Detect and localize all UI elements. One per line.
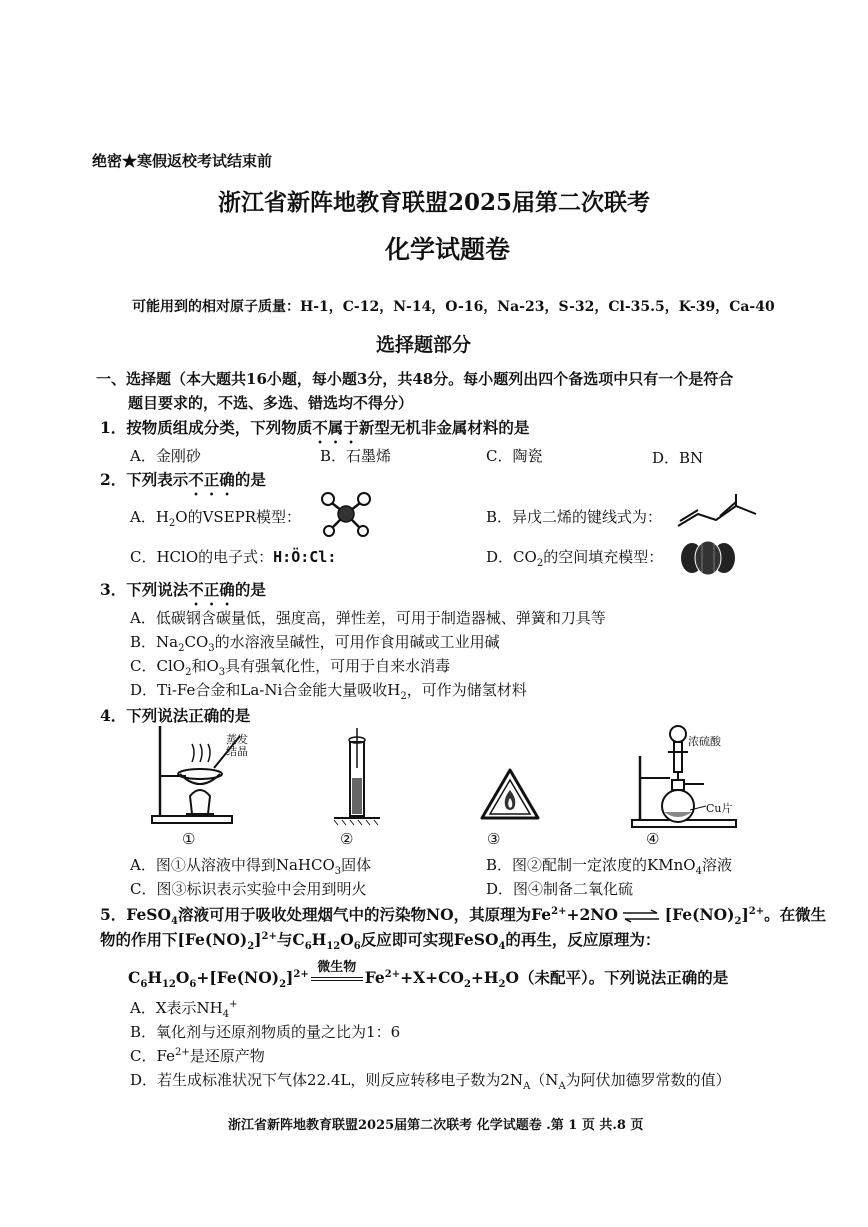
question-3-stem: 3．下列说法不正确的是	[100, 580, 266, 599]
confidential-note: 绝密★寒假返校考试结束前	[92, 152, 273, 170]
figure-4-acid-label: 浓硫酸	[688, 735, 721, 748]
q2-option-c[interactable]: C．HClO的电子式：H:Ö:Cl:	[130, 548, 337, 566]
q5-option-c[interactable]: C．$Fe^{2+}$是还原产物	[130, 1047, 265, 1065]
q2-option-a[interactable]: A．$H_2O$的VSEPR模型：	[130, 508, 302, 529]
q1-option-c[interactable]: C．陶瓷	[486, 447, 543, 465]
q2-option-d[interactable]: D．$CO_2$的空间填充模型：	[486, 548, 664, 569]
question-1-stem: 1．按物质组成分类，下列物质不属于新型无机非金属材料的是	[100, 418, 530, 437]
q4-option-c[interactable]: C．图③标识表示实验中会用到明火	[130, 880, 367, 898]
question-2-stem: 2．下列表示不正确的是	[100, 470, 266, 489]
section-heading: 选择题部分	[376, 334, 472, 356]
figure-3-flame-warning-icon	[480, 768, 540, 822]
figure-2-solution-prep	[332, 728, 382, 828]
q3-option-b[interactable]: B．$Na_2CO_3$的水溶液呈碱性，可用作食用碱或工业用碱	[130, 633, 500, 654]
q1-option-a[interactable]: A．金刚砂	[130, 447, 201, 465]
isoprene-skeletal-image	[676, 494, 762, 530]
co2-space-filling-image	[680, 540, 736, 576]
question-4-stem: 4．下列说法正确的是	[100, 706, 251, 725]
instructions-line2: 题目要求的，不选、多选、错选均不得分）	[128, 394, 414, 412]
q1-option-d[interactable]: D．BN	[652, 449, 704, 467]
q5-option-b[interactable]: B．氧化剂与还原剂物质的量之比为1：6	[130, 1023, 401, 1041]
figure-3-number: ③	[487, 830, 501, 848]
exam-title: 浙江省新阵地教育联盟2025届第二次联考	[218, 189, 651, 216]
figure-4-cu-label: Cu片	[706, 802, 733, 815]
page-footer: 浙江省新阵地教育联盟2025届第二次联考 化学试题卷 .第 1 页 共.8 页	[228, 1118, 644, 1133]
reaction-condition: 微生物	[317, 960, 357, 975]
q4-option-a[interactable]: A．图①从溶液中得到NaHCO$_3$固体	[130, 856, 372, 877]
q3-option-d[interactable]: D．Ti-Fe合金和La-Ni合金能大量吸收$H_2$，可作为储氢材料	[130, 681, 527, 702]
instructions-line1: 一、选择题（本大题共16小题，每小题3分，共48分。每小题列出四个备选项中只有一个是符合	[96, 370, 734, 388]
q4-option-b[interactable]: B．图②配制一定浓度的KMnO$_4$溶液	[486, 856, 732, 877]
atomic-masses: 可能用到的相对原子质量：H-1，C-12，N-14，O-16，Na-23，S-32，Cl-35.5，K-39，Ca-40	[132, 299, 775, 315]
q5-option-d[interactable]: D．若生成标准状况下气体22.4L，则反应转移电子数为$2N_A(N_A$为阿伏加德罗常数的值）	[130, 1071, 731, 1092]
q3-option-c[interactable]: C．ClO$_2$和$O_3$具有强氧化性，可用于自来水消毒	[130, 657, 451, 678]
vsepr-model-image	[316, 492, 376, 536]
q1-option-b[interactable]: B．石墨烯	[320, 447, 392, 465]
q3-option-a[interactable]: A．低碳钢含碳量低，强度高，弹性差，可用于制造器械、弹簧和刀具等	[130, 609, 606, 627]
paper-subtitle: 化学试题卷	[385, 235, 511, 264]
question-5-equation: $C_6H_{12}O_6+[Fe(NO)_2]^{2+}$ 微生物 $Fe^{2+}+X+CO_2+H_2O$（未配平）。下列说法正确的是	[128, 966, 728, 990]
figure-1-number: ①	[182, 830, 196, 848]
question-5-line2: 物的作用下$[Fe(NO)_2]^{2+}$与$C_6H_{12}O_6$反应即可实现FeSO$_4$的再生，反应原理为：	[100, 930, 661, 953]
figure-2-number: ②	[340, 830, 354, 848]
figure-4-number: ④	[646, 830, 660, 848]
question-5-line1: 5．FeSO$_4$溶液可用于吸收处理烟气中的污染物NO，其原理为$Fe^{2+}+2NO$ $[Fe(NO)_2]^{2+}$。在微生	[100, 905, 827, 928]
equilibrium-arrow-icon	[623, 910, 659, 922]
q4-option-d[interactable]: D．图④制备二氧化硫	[486, 880, 634, 898]
q5-option-a[interactable]: A．X表示$NH_4^+$	[130, 999, 238, 1020]
figure-1-label: 蒸发结晶	[226, 733, 248, 758]
q2-option-b[interactable]: B．异戊二烯的键线式为：	[486, 508, 663, 526]
